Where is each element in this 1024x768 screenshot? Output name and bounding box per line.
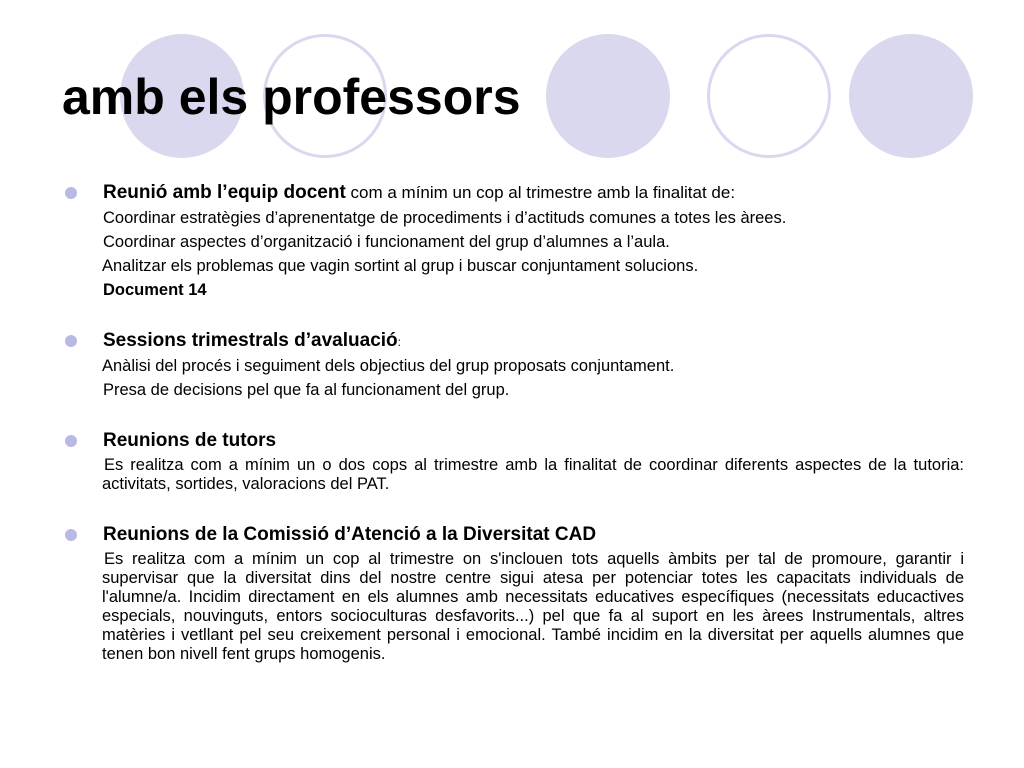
heading-line	[103, 522, 596, 548]
section-line: Analitzar els problemas que vagin sortint al grup i buscar conjuntament solucions.	[102, 257, 699, 275]
section-heading-rest: com a mínim un cop al trimestre amb la finalitat de:	[345, 183, 736, 202]
bullet-icon	[65, 435, 77, 447]
bullet-row	[0, 328, 1024, 354]
slide-title: amb els professors	[62, 69, 521, 125]
heading-line	[103, 428, 276, 454]
bullet-row	[0, 180, 1024, 206]
section-heading: Reunions de la Comissió d’Atenció a la Diversitat CAD	[103, 524, 597, 545]
section-paragraph: Es realitza com a mínim un cop al trimestre on s'inclouen tots aquells àmbits per tal de promoure, garantir i supervisar que la diversitat dins del nostre centre sigui atesa per potenciar totes les capacitats individuals de l'alumne/a. Incidim directament en els alumnes amb necessitats educatives específiques (necessitats educactives especials, nouvinguts, entors socioculturas desfavorits...) pel que fa al suport en les àrees Instrumentals, altres matèries i vetllant pel seu creixement personal i emocional. També incidim en la diversitat per aquells alumnes que tenen bon nivell fent grups homogenis.	[102, 550, 964, 663]
decorative-circle-filled	[849, 34, 973, 158]
bullet-icon	[65, 187, 77, 199]
heading-line	[103, 180, 735, 206]
decorative-circle-filled	[546, 34, 670, 158]
section-line: Presa de decisions pel que fa al funcionament del grup.	[103, 381, 510, 399]
section-reunions-tutors	[0, 428, 1024, 494]
heading-colon: :	[397, 335, 401, 349]
section-line: Anàlisi del procés i seguiment dels objectius del grup proposats conjuntament.	[102, 357, 675, 375]
section-line: Coordinar aspectes d’organització i funcionament del grup d’alumnes a l’aula.	[103, 233, 670, 251]
section-comissio-diversitat	[0, 522, 1024, 664]
bullet-icon	[65, 529, 77, 541]
document-reference: Document 14	[103, 281, 207, 299]
section-heading: Sessions trimestrals d’avaluació	[103, 330, 398, 351]
bullet-row	[0, 522, 1024, 548]
section-heading: Reunió amb l’equip docent	[103, 182, 346, 203]
bullet-icon	[65, 335, 77, 347]
bullet-row	[0, 428, 1024, 454]
section-paragraph: Es realitza com a mínim un o dos cops al trimestre amb la finalitat de coordinar diferents aspectes de la tutoria: activitats, sortides, valoracions del PAT.	[102, 456, 964, 493]
section-sessions-avaluacio	[0, 328, 1024, 402]
section-line: Coordinar estratègies d’aprenentatge de procediments i d’actituds comunes a totes les àrees.	[103, 209, 787, 227]
decorative-circle-outline	[707, 34, 831, 158]
section-reunio-equip-docent	[0, 180, 1024, 302]
heading-line	[103, 328, 401, 355]
section-heading: Reunions de tutors	[103, 430, 277, 451]
